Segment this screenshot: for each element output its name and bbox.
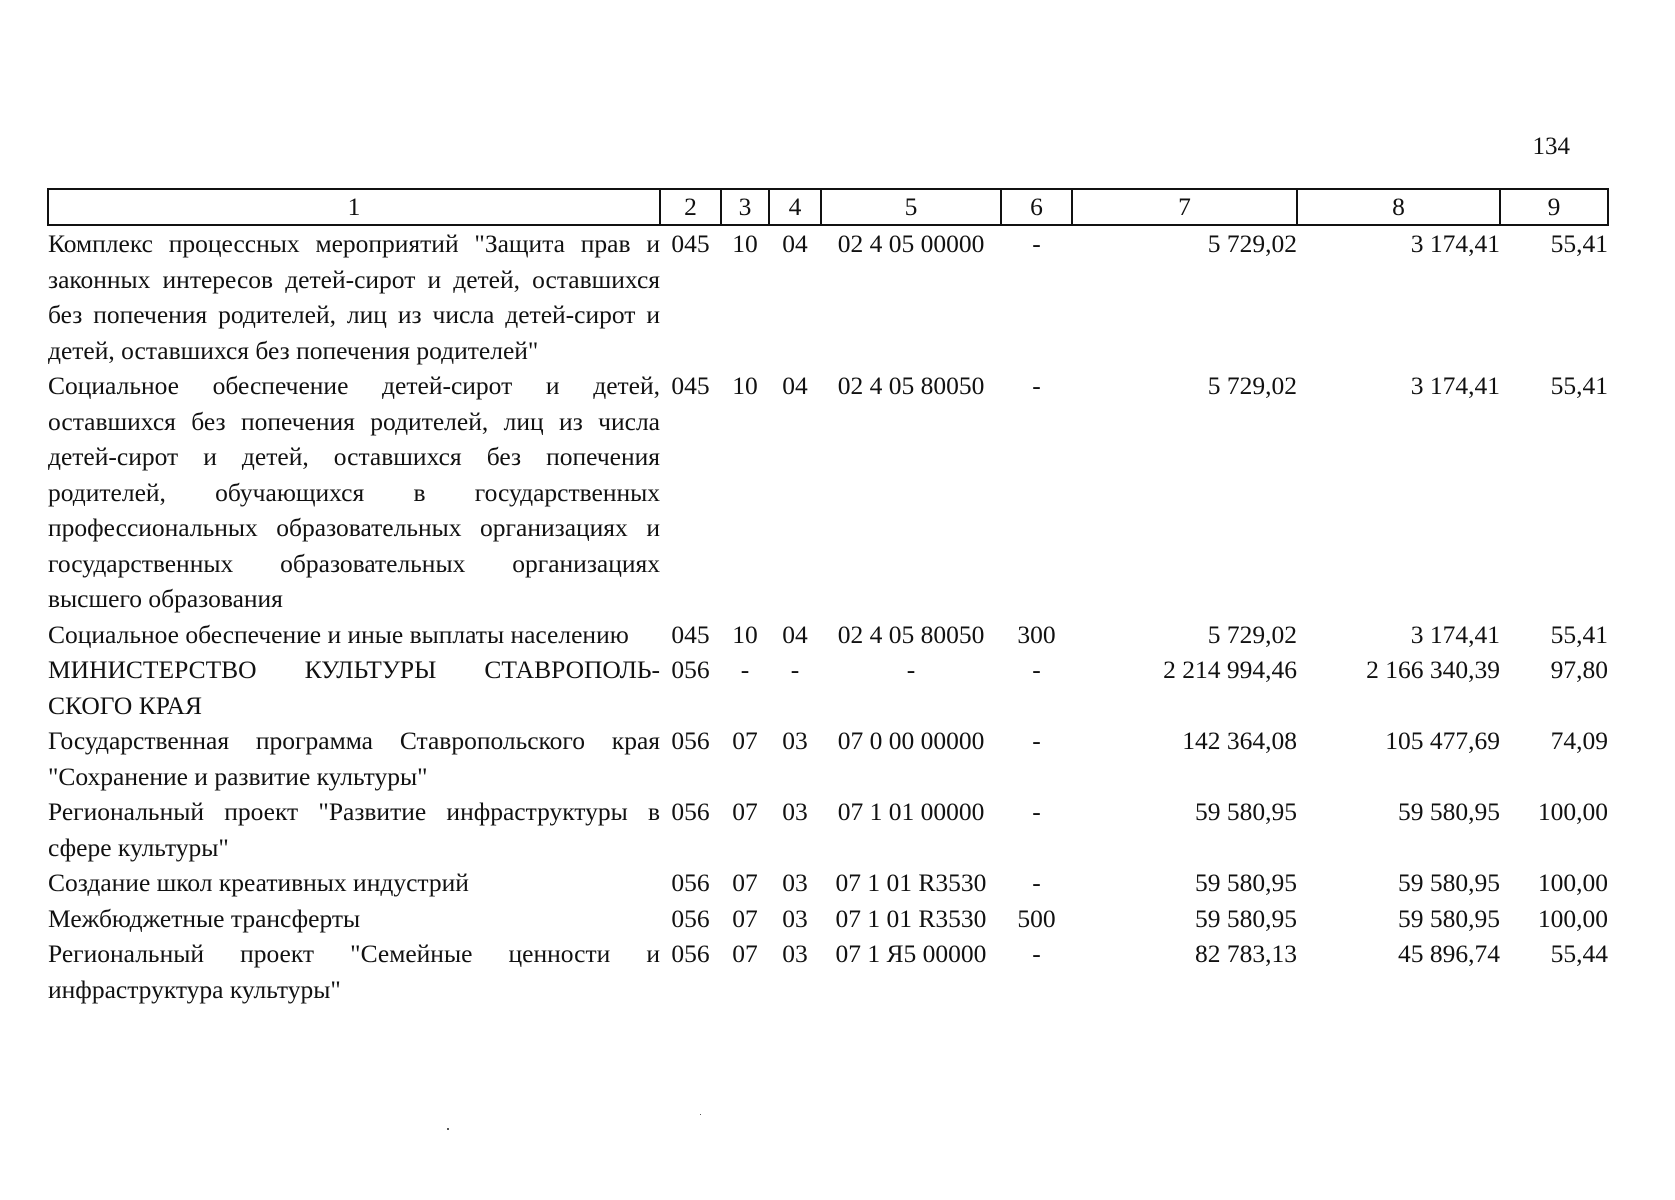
target-article-cell: 07 1 01 00000: [837, 797, 985, 826]
amount-cell: 59 580,95: [1195, 868, 1297, 897]
table-row: [48, 901, 1608, 937]
amount-cell: 59 580,95: [1398, 868, 1500, 897]
row-name-cell: Межбюджетные трансферты: [48, 903, 361, 933]
section-cell: 07: [732, 903, 758, 933]
table-row: [48, 652, 1608, 723]
expense-type-cell: 300: [1017, 619, 1056, 649]
section-cell: 07: [732, 939, 758, 968]
amount-cell: 59 580,95: [1195, 797, 1297, 826]
target-article-cell: 07 1 01 R3530: [835, 868, 987, 897]
amount-cell: 3 174,41: [1410, 619, 1500, 649]
table-row: [48, 368, 1608, 617]
expense-type-cell: -: [1032, 726, 1041, 755]
amount-cell: 59 580,95: [1398, 797, 1500, 826]
ministry-code-cell: 045: [671, 229, 710, 258]
expense-type-cell: -: [1032, 371, 1041, 400]
ministry-code-cell: 056: [671, 939, 710, 968]
expense-type-cell: -: [1032, 939, 1041, 968]
percent-cell: 74,09: [1550, 726, 1608, 755]
percent-cell: 100,00: [1537, 868, 1608, 897]
subsection-cell: 04: [782, 229, 808, 258]
subsection-cell: 03: [782, 868, 808, 897]
row-name-cell: Комплекс процессных мероприятий "Защита прав и законных интересов детей-сирот и детей, оставшихся без попечения родителей, лиц из числа детей-сирот и детей, оставшихся без попечения родителей": [48, 229, 660, 365]
column-header: 3: [721, 189, 769, 225]
target-article-cell: 07 1 01 R3530: [835, 903, 987, 933]
table-row: [48, 794, 1608, 865]
amount-cell: 2 214 994,46: [1163, 655, 1297, 684]
amount-cell: 5 729,02: [1207, 371, 1297, 400]
amount-cell: 3 174,41: [1410, 371, 1500, 400]
percent-cell: 55,41: [1550, 619, 1608, 649]
section-cell: -: [740, 655, 750, 684]
expense-type-cell: -: [1032, 868, 1041, 897]
subsection-cell: 03: [782, 797, 808, 826]
subsection-cell: 03: [782, 903, 808, 933]
column-header: 1: [48, 189, 660, 225]
target-article-cell: 02 4 05 00000: [837, 229, 985, 258]
ministry-code-cell: 045: [671, 619, 710, 649]
amount-cell: 105 477,69: [1385, 726, 1500, 755]
amount-cell: 142 364,08: [1182, 726, 1297, 755]
section-cell: 07: [732, 726, 758, 755]
target-article-cell: 02 4 05 80050: [837, 371, 985, 400]
column-header: 2: [660, 189, 721, 225]
ministry-code-cell: 056: [671, 903, 710, 933]
row-name-cell: Социальное обеспечение и иные выплаты населению: [48, 619, 629, 649]
subsection-cell: 04: [782, 619, 808, 649]
row-name-cell: Социальное обеспечение детей-сирот и детей, оставшихся без попечения родителей, лиц из числа детей-сирот и детей, оставшихся без попечения родителей, обучающихся в государственных профессиональных образовательных организациях и государственных образовательных организациях высшего образования: [48, 371, 660, 613]
column-header: 9: [1500, 189, 1608, 225]
amount-cell: 2 166 340,39: [1366, 655, 1500, 684]
expense-type-cell: -: [1032, 655, 1041, 684]
percent-cell: 55,41: [1550, 229, 1608, 258]
column-header: 7: [1072, 189, 1297, 225]
section-cell: 10: [732, 229, 758, 258]
percent-cell: 100,00: [1537, 903, 1608, 933]
row-name-cell: Региональный проект "Развитие инфраструктуры в сфере культуры": [48, 797, 660, 862]
percent-cell: 100,00: [1537, 797, 1608, 826]
column-header: 6: [1001, 189, 1072, 225]
subsection-cell: 04: [782, 371, 808, 400]
subsection-cell: 03: [782, 939, 808, 968]
expense-type-cell: 500: [1017, 903, 1056, 933]
table-row: [48, 723, 1608, 794]
ministry-code-cell: 056: [671, 868, 710, 897]
expense-type-cell: -: [1032, 797, 1041, 826]
ministry-code-cell: 056: [671, 797, 710, 826]
column-header: 8: [1297, 189, 1500, 225]
section-cell: 10: [732, 371, 758, 400]
amount-cell: 3 174,41: [1410, 229, 1500, 258]
table-row: [48, 617, 1608, 653]
row-name-cell: Государственная программа Ставропольского края "Сохранение и развитие культуры": [48, 726, 660, 791]
percent-cell: 97,80: [1550, 655, 1608, 684]
expense-type-cell: -: [1032, 229, 1041, 258]
amount-cell: 59 580,95: [1195, 903, 1297, 933]
subsection-cell: -: [790, 655, 800, 684]
section-cell: 10: [732, 619, 758, 649]
amount-cell: 5 729,02: [1207, 229, 1297, 258]
budget-table: [47, 188, 1609, 1007]
subsection-cell: 03: [782, 726, 808, 755]
table-row: [48, 225, 1608, 368]
amount-cell: 82 783,13: [1195, 939, 1297, 968]
row-name-cell: Региональный проект "Семейные ценности и инфраструктура культуры": [48, 939, 660, 1004]
table-row: [48, 865, 1608, 901]
column-header: 4: [769, 189, 821, 225]
column-header: 5: [821, 189, 1001, 225]
section-cell: 07: [732, 868, 758, 897]
row-name-cell: МИНИСТЕРСТВО КУЛЬТУРЫ СТАВРОПОЛЬ-СКОГО КРАЯ: [48, 655, 660, 720]
target-article-cell: -: [906, 655, 916, 684]
target-article-cell: 07 0 00 00000: [837, 726, 985, 755]
ministry-code-cell: 045: [671, 371, 710, 400]
page-number: 134: [1532, 133, 1570, 160]
target-article-cell: 07 1 Я5 00000: [835, 939, 987, 968]
scan-speck: [700, 1114, 701, 1115]
amount-cell: 59 580,95: [1398, 903, 1500, 933]
amount-cell: 45 896,74: [1398, 939, 1500, 968]
percent-cell: 55,44: [1550, 939, 1608, 968]
table-row: [48, 936, 1608, 1007]
target-article-cell: 02 4 05 80050: [837, 619, 985, 649]
amount-cell: 5 729,02: [1207, 619, 1297, 649]
section-cell: 07: [732, 797, 758, 826]
ministry-code-cell: 056: [671, 655, 710, 684]
table-header-row: [48, 189, 1608, 225]
scan-speck: [447, 1128, 449, 1130]
ministry-code-cell: 056: [671, 726, 710, 755]
row-name-cell: Создание школ креативных индустрий: [48, 868, 469, 897]
percent-cell: 55,41: [1550, 371, 1608, 400]
